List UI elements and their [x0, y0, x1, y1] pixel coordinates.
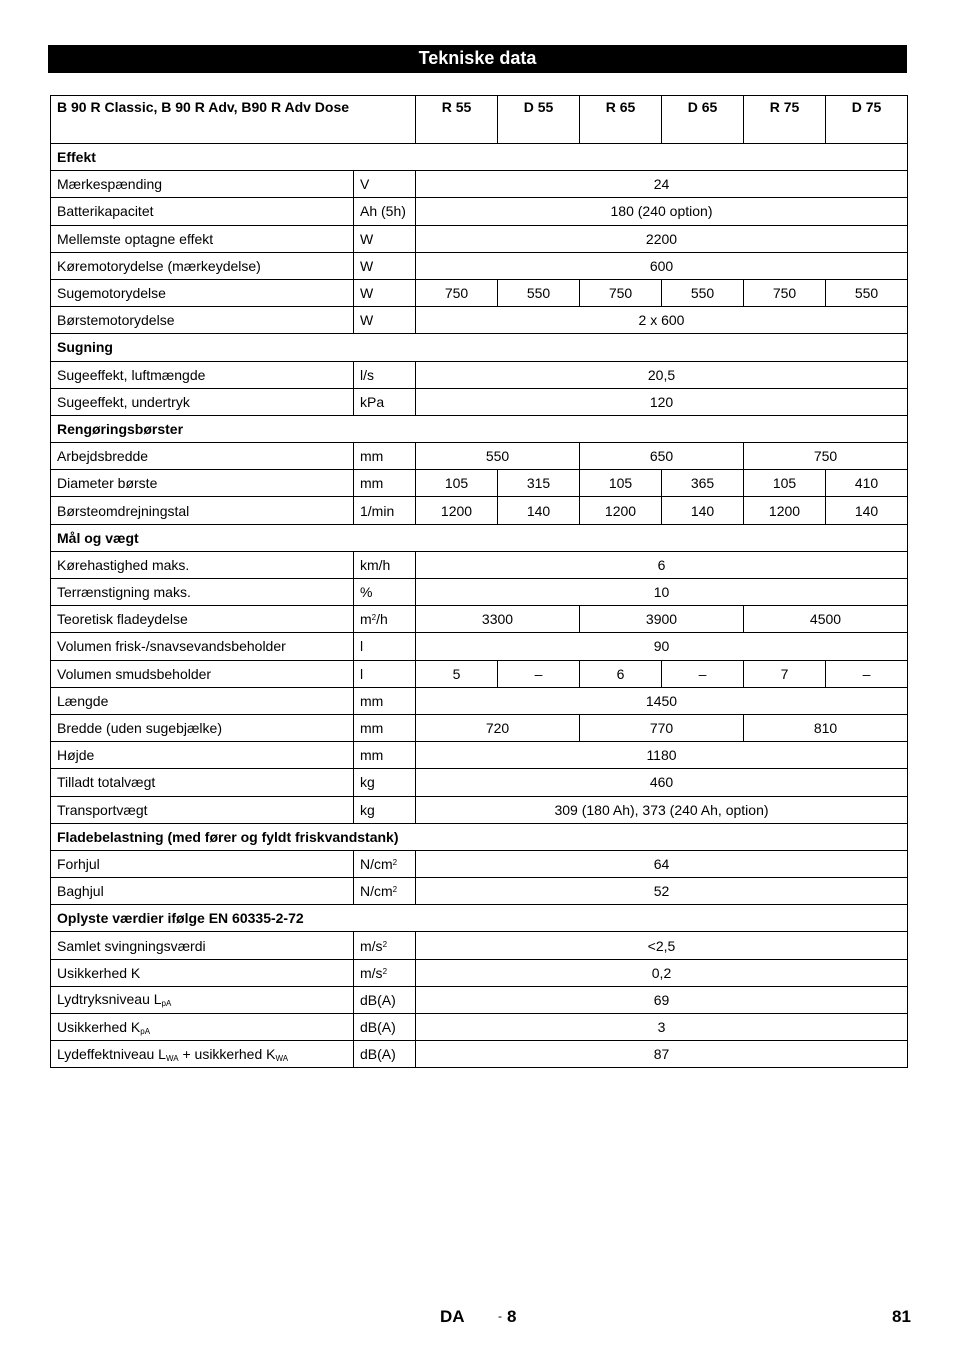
row-label-text: Transportvægt [57, 801, 148, 818]
row-unit [354, 171, 416, 198]
table-row [51, 959, 908, 986]
row-label-text: Volumen frisk-/snavsevandsbeholder [57, 638, 286, 655]
table-row [51, 307, 908, 334]
unit-text: l/s [360, 366, 374, 383]
unit-text: N/cm [360, 855, 393, 872]
row-label [51, 714, 354, 741]
value-cell: 105 [580, 470, 662, 497]
value-cell: 6 [416, 551, 908, 578]
row-label-text: Diameter børste [57, 475, 158, 492]
row-label-text: Tilladt totalvægt [57, 774, 156, 791]
row-label [51, 443, 354, 470]
row-label [51, 769, 354, 796]
row-label-text: Baghjul [57, 883, 104, 900]
section-heading: Sugning [51, 334, 908, 361]
section-heading: Fladebelastning (med fører og fyldt friskvandstank) [51, 823, 908, 850]
unit-superscript: 2 [392, 885, 398, 895]
value-cell: – [662, 660, 744, 687]
row-unit [354, 225, 416, 252]
row-label [51, 850, 354, 877]
row-label [51, 606, 354, 633]
row-label [51, 279, 354, 306]
value-cell: 6 [580, 660, 662, 687]
value-cell: 810 [744, 714, 908, 741]
row-label-text: Mellemste optagne effekt [57, 230, 214, 247]
label-subscript: pA [161, 999, 172, 1009]
value-cell: 315 [498, 470, 580, 497]
row-label [51, 361, 354, 388]
row-label [51, 388, 354, 415]
value-cell: 1200 [416, 497, 498, 524]
unit-text: V [360, 176, 370, 193]
label-subscript: WA [275, 1053, 289, 1063]
row-label-text: Køremotorydelse (mærkeydelse) [57, 257, 261, 274]
unit-text: l [360, 638, 364, 655]
row-label-text: Batterikapacitet [57, 203, 154, 220]
value-cell: 750 [580, 279, 662, 306]
row-unit [354, 1041, 416, 1068]
row-label [51, 497, 354, 524]
row-label-text: Børstemotorydelse [57, 312, 175, 329]
section-heading: Mål og vægt [51, 524, 908, 551]
row-unit [354, 361, 416, 388]
unit-text: kg [360, 801, 375, 818]
row-label [51, 986, 354, 1013]
unit-text: mm [360, 448, 384, 465]
row-label [51, 198, 354, 225]
value-cell: 410 [826, 470, 908, 497]
table-row [51, 742, 908, 769]
table-row [51, 769, 908, 796]
unit-text: % [360, 584, 373, 601]
value-cell: – [498, 660, 580, 687]
value-cell: 90 [416, 633, 908, 660]
value-cell: 105 [744, 470, 826, 497]
section-row [51, 524, 908, 551]
row-unit [354, 714, 416, 741]
row-label-text: Lydeffektniveau L [57, 1045, 166, 1062]
row-label-text: Bredde (uden sugebjælke) [57, 720, 222, 737]
unit-text: N/cm [360, 883, 393, 900]
unit-text: 1/min [360, 502, 395, 519]
row-label-text: + usikkerhed K [178, 1045, 276, 1062]
row-label [51, 579, 354, 606]
row-label [51, 470, 354, 497]
value-cell: 1180 [416, 742, 908, 769]
row-label [51, 1041, 354, 1068]
row-label [51, 307, 354, 334]
unit-text: mm [360, 692, 384, 709]
row-label-text: Terrænstigning maks. [57, 584, 191, 601]
table-row [51, 1014, 908, 1041]
row-unit [354, 388, 416, 415]
value-cell: 24 [416, 171, 908, 198]
row-unit [354, 687, 416, 714]
footer-section-page: 8 [507, 1307, 517, 1326]
section-row [51, 905, 908, 932]
value-cell: 3900 [580, 606, 744, 633]
unit-superscript: 2 [392, 857, 398, 867]
value-cell: 650 [580, 443, 744, 470]
table-row [51, 1041, 908, 1068]
row-unit [354, 443, 416, 470]
unit-text: kPa [360, 393, 385, 410]
table-header-row [51, 96, 908, 144]
row-label-text: Sugeeffekt, luftmængde [57, 366, 206, 383]
section-heading: Effekt [51, 144, 908, 171]
row-unit [354, 307, 416, 334]
value-cell: 1200 [744, 497, 826, 524]
row-unit [354, 579, 416, 606]
row-label [51, 252, 354, 279]
row-unit [354, 742, 416, 769]
value-cell: 365 [662, 470, 744, 497]
value-cell: 69 [416, 986, 908, 1013]
section-row [51, 144, 908, 171]
unit-text: mm [360, 747, 384, 764]
value-cell: 140 [498, 497, 580, 524]
footer-dash: - [498, 1309, 502, 1323]
row-label-text: Forhjul [57, 855, 100, 872]
row-label [51, 633, 354, 660]
table-row [51, 225, 908, 252]
value-cell: 309 (180 Ah), 373 (240 Ah, option) [416, 796, 908, 823]
table-row [51, 551, 908, 578]
value-cell: 2200 [416, 225, 908, 252]
unit-text: Ah (5h) [360, 203, 406, 220]
value-cell: 750 [416, 279, 498, 306]
row-label [51, 171, 354, 198]
row-label-text: Børsteomdrejningstal [57, 502, 190, 519]
value-cell: 0,2 [416, 959, 908, 986]
row-label-text: Usikkerhed K [57, 964, 141, 981]
value-cell: 750 [744, 279, 826, 306]
unit-superscript: 2 [371, 613, 377, 623]
value-cell: 120 [416, 388, 908, 415]
row-unit [354, 959, 416, 986]
table-row [51, 579, 908, 606]
value-cell: – [826, 660, 908, 687]
footer-language: DA [440, 1307, 465, 1326]
value-cell: 140 [826, 497, 908, 524]
column-header: D 65 [662, 96, 744, 144]
unit-text: km/h [360, 556, 391, 573]
row-unit [354, 878, 416, 905]
row-unit [354, 633, 416, 660]
section-heading: Oplyste værdier ifølge EN 60335-2-72 [51, 905, 908, 932]
value-cell: 750 [744, 443, 908, 470]
row-label-text: Længde [57, 692, 109, 709]
value-cell: 5 [416, 660, 498, 687]
row-label [51, 796, 354, 823]
value-cell: <2,5 [416, 932, 908, 959]
column-header: R 75 [744, 96, 826, 144]
unit-superscript: 2 [382, 939, 388, 949]
value-cell: 105 [416, 470, 498, 497]
label-subscript: WA [165, 1053, 179, 1063]
row-unit [354, 986, 416, 1013]
row-label [51, 687, 354, 714]
table-row [51, 361, 908, 388]
table-row [51, 714, 908, 741]
row-unit [354, 198, 416, 225]
unit-text: mm [360, 720, 384, 737]
row-label-text: Mærkespænding [57, 176, 163, 193]
table-row [51, 850, 908, 877]
value-cell: 180 (240 option) [416, 198, 908, 225]
column-header: D 55 [498, 96, 580, 144]
value-cell: 1200 [580, 497, 662, 524]
row-label-text: Usikkerhed K [57, 1018, 141, 1035]
value-cell: 3 [416, 1014, 908, 1041]
unit-text: W [360, 312, 374, 329]
model-heading: B 90 R Classic, B 90 R Adv, B90 R Adv Dose [51, 96, 416, 144]
section-heading: Rengøringsbørster [51, 415, 908, 442]
footer-page-number: 81 [892, 1307, 911, 1326]
table-row [51, 443, 908, 470]
value-cell: 460 [416, 769, 908, 796]
table-row [51, 606, 908, 633]
row-label [51, 878, 354, 905]
table-row [51, 171, 908, 198]
unit-text: m/s [360, 964, 383, 981]
table-row [51, 470, 908, 497]
row-label [51, 1014, 354, 1041]
row-label-text: Højde [57, 747, 95, 764]
row-label-text: Samlet svingningsværdi [57, 937, 206, 954]
value-cell: 52 [416, 878, 908, 905]
unit-text: dB(A) [360, 1046, 396, 1063]
value-cell: 720 [416, 714, 580, 741]
unit-text: /h [376, 611, 388, 628]
unit-text: W [360, 285, 374, 302]
value-cell: 550 [498, 279, 580, 306]
value-cell: 770 [580, 714, 744, 741]
row-unit [354, 769, 416, 796]
section-row [51, 415, 908, 442]
table-row [51, 986, 908, 1013]
row-unit [354, 796, 416, 823]
table-row [51, 796, 908, 823]
table-row [51, 252, 908, 279]
row-unit [354, 279, 416, 306]
row-label [51, 932, 354, 959]
unit-text: m/s [360, 937, 383, 954]
row-unit [354, 850, 416, 877]
value-cell: 550 [662, 279, 744, 306]
row-unit [354, 551, 416, 578]
row-label-text: Kørehastighed maks. [57, 556, 190, 573]
table-row [51, 497, 908, 524]
row-label [51, 742, 354, 769]
table-row [51, 878, 908, 905]
row-unit [354, 932, 416, 959]
table-row [51, 388, 908, 415]
row-label [51, 225, 354, 252]
section-row [51, 334, 908, 361]
unit-text: dB(A) [360, 991, 396, 1008]
row-label [51, 660, 354, 687]
row-unit [354, 470, 416, 497]
section-row [51, 823, 908, 850]
value-cell: 550 [416, 443, 580, 470]
row-unit [354, 252, 416, 279]
value-cell: 87 [416, 1041, 908, 1068]
value-cell: 64 [416, 850, 908, 877]
unit-text: W [360, 257, 374, 274]
unit-text: W [360, 230, 374, 247]
row-unit [354, 606, 416, 633]
value-cell: 1450 [416, 687, 908, 714]
table-row [51, 633, 908, 660]
value-cell: 550 [826, 279, 908, 306]
unit-text: kg [360, 774, 375, 791]
unit-superscript: 2 [382, 966, 388, 976]
table-row [51, 198, 908, 225]
unit-text: mm [360, 475, 384, 492]
unit-text: dB(A) [360, 1019, 396, 1036]
value-cell: 20,5 [416, 361, 908, 388]
column-header: R 65 [580, 96, 662, 144]
column-header: R 55 [416, 96, 498, 144]
unit-text: l [360, 665, 364, 682]
value-cell: 140 [662, 497, 744, 524]
column-header: D 75 [826, 96, 908, 144]
table-row [51, 687, 908, 714]
value-cell: 10 [416, 579, 908, 606]
row-label-text: Teoretisk fladeydelse [57, 611, 188, 628]
row-label-text: Sugemotorydelse [57, 285, 166, 302]
label-subscript: pA [140, 1026, 151, 1036]
row-label-text: Lydtryksniveau L [57, 991, 162, 1008]
row-label-text: Volumen smudsbeholder [57, 665, 212, 682]
row-unit [354, 660, 416, 687]
table-row [51, 279, 908, 306]
unit-text: m [360, 611, 372, 628]
value-cell: 2 x 600 [416, 307, 908, 334]
row-unit [354, 497, 416, 524]
table-row [51, 932, 908, 959]
table-row [51, 660, 908, 687]
row-label-text: Arbejdsbredde [57, 448, 149, 465]
row-label [51, 551, 354, 578]
page-title: Tekniske data [48, 45, 907, 73]
row-unit [354, 1014, 416, 1041]
row-label [51, 959, 354, 986]
row-label-text: Sugeeffekt, undertryk [57, 393, 190, 410]
tech-data-table [50, 95, 908, 1068]
value-cell: 7 [744, 660, 826, 687]
value-cell: 4500 [744, 606, 908, 633]
value-cell: 600 [416, 252, 908, 279]
value-cell: 3300 [416, 606, 580, 633]
